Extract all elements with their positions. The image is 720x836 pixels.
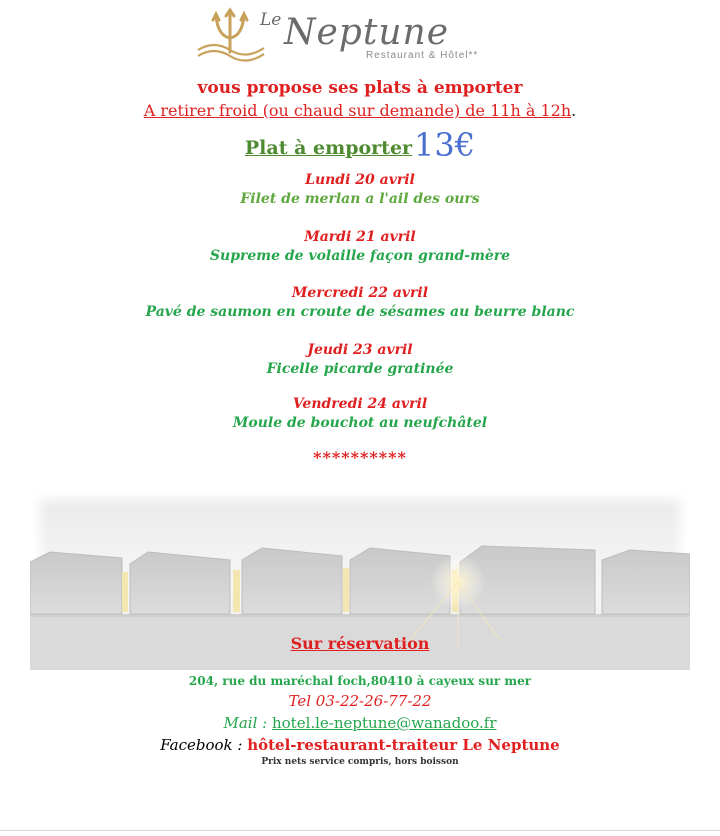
mail-label: Mail : [223, 714, 272, 732]
day-2: Mardi 21 avril [304, 229, 416, 245]
retirer-end: . [571, 101, 577, 120]
day-3: Mercredi 22 avril [291, 285, 429, 301]
logo-le: Le [260, 10, 282, 30]
retirer-line [0, 101, 720, 120]
day-1: Lundi 20 avril [305, 172, 415, 188]
dish-2: Supreme de volaille façon grand-mère [209, 248, 511, 264]
price-note: Prix nets service compris, hors boisson [261, 757, 459, 767]
stars-divider: ********** [313, 448, 407, 467]
trident-icon [190, 6, 270, 66]
logo [190, 4, 540, 66]
dish-3: Pavé de saumon en croute de sésames au beurre blanc [145, 304, 575, 320]
day-5: Vendredi 24 avril [292, 396, 428, 412]
mail-link[interactable]: hotel.le-neptune@wanadoo.fr [271, 714, 497, 732]
address: 204, rue du maréchal foch,80410 à cayeux sur mer [188, 674, 532, 688]
day-4: Jeudi 23 avril [307, 342, 413, 358]
plat-label: Plat à emporter [244, 137, 413, 159]
dish-4: Ficelle picarde gratinée [266, 361, 454, 377]
plat-line [0, 124, 720, 162]
mail-line [0, 714, 720, 732]
divider [0, 830, 720, 831]
phone[interactable]: Tel 03-22-26-77-22 [288, 692, 432, 710]
price: 13€ [414, 126, 476, 164]
dish-5: Moule de bouchot au neufchâtel [232, 415, 488, 431]
retirer-text: A retirer froid (ou chaud sur demande) de 11h à 12h [143, 101, 572, 120]
propose-heading: vous propose ses plats à emporter [197, 78, 523, 98]
facebook-name[interactable]: hôtel-restaurant-traiteur Le Neptune [247, 736, 560, 754]
beach-huts-photo [30, 490, 690, 670]
facebook-label: Facebook : [160, 736, 248, 754]
facebook-line [0, 736, 720, 754]
reservation-label: Sur réservation [290, 634, 430, 653]
logo-name: Neptune [284, 12, 449, 53]
dish-1: Filet de merlan a l'ail des ours [240, 191, 480, 207]
logo-subtitle: Restaurant & Hôtel** [366, 50, 479, 61]
